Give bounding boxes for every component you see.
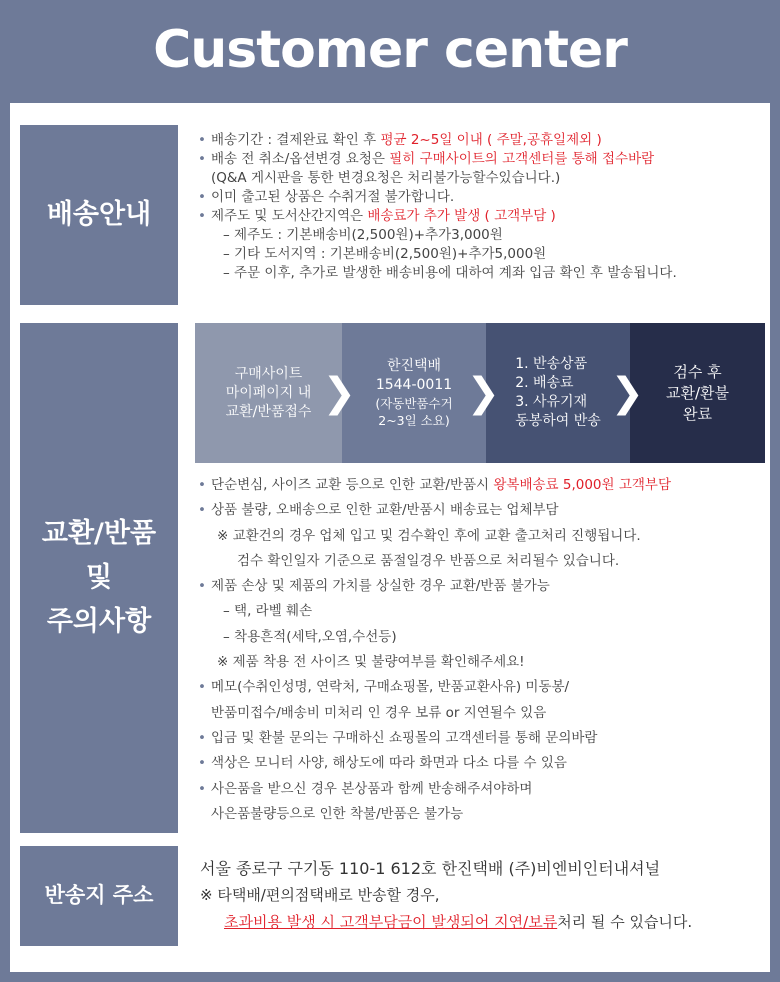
shipping-label [20, 125, 178, 305]
return-step-1: 구매사이트 마이페이지 내 교환/반품접수 ❯ [195, 323, 342, 463]
return-defect: • 상품 불량, 오배송으로 인한 교환/반품시 배송료는 업체부담 [195, 498, 671, 523]
shipping-period: • 배송기간 : 결제완료 확인 후 평균 2~5일 이내 ( 주말,공휴일제외 ) [195, 131, 677, 150]
return-check-note: ※ 제품 착용 전 사이즈 및 불량여부를 확인해주세요! [217, 654, 525, 671]
return-exchange-note: ※ 교환건의 경우 업체 입고 및 검수확인 후에 교환 출고처리 진행됩니다. [217, 527, 641, 544]
return-process-steps [195, 323, 765, 463]
shipping-island: • 제주도 및 도서산간지역은 배송료가 추가 발생 ( 고객부담 ) [195, 207, 677, 226]
chevron-right-icon: ❯ [322, 370, 356, 416]
return-color-note: • 색상은 모니터 사양, 해상도에 따라 화면과 다소 다를 수 있음 [195, 751, 671, 776]
returns-label [20, 323, 178, 833]
return-gift-cont: 사은품불량등으로 인한 착불/반품은 불가능 [211, 805, 464, 822]
return-step-2: 한진택배 1544-0011 (자동반품수거 2~3일 소요) ❯ [342, 323, 486, 463]
return-memo-cont: 반품미접수/배송비 미처리 인 경우 보류 or 지연될수 있음 [211, 704, 547, 721]
page-title: Customer center [153, 20, 627, 80]
address-warning: 초과비용 발생 시 고객부담금이 발생되어 지연/보류처리 될 수 있습니다. [224, 913, 693, 931]
return-address: 서울 종로구 구기동 110-1 612호 한진택배 (주)비엔비인터내셔널 [200, 859, 661, 878]
shipping-released: • 이미 출고된 상품은 수취거절 불가합니다. [195, 188, 677, 207]
shipping-info [195, 131, 677, 283]
return-refund-inquiry: • 입금 및 환불 문의는 구매하신 쇼핑몰의 고객센터를 통해 문의바람 [195, 726, 671, 751]
returns-label-3: 주의사항 [46, 606, 152, 637]
shipping-other-island: – 기타 도서지역 : 기본배송비(2,500원)+추가5,000원 [223, 246, 547, 262]
return-soldout-note: 검수 확인일자 기준으로 품절일경우 반품으로 처리될수 있습니다. [237, 552, 620, 569]
shipping-jeju: – 제주도 : 기본배송비(2,500원)+추가3,000원 [223, 227, 503, 243]
returns-label-1: 교환/반품 [41, 518, 157, 549]
return-step-3: 1. 반송상품 2. 배송료 3. 사유기재 동봉하여 반송 ❯ [486, 323, 630, 463]
return-gift: • 사은품을 받으신 경우 본상품과 함께 반송해주셔야하며 [195, 777, 671, 802]
content-panel [10, 103, 770, 972]
return-tag-damage: – 택, 라벨 훼손 [223, 603, 313, 620]
address-info [200, 855, 692, 936]
chevron-right-icon: ❯ [466, 370, 500, 416]
return-change-mind: • 단순변심, 사이즈 교환 등으로 인한 교환/반품시 왕복배송료 5,000원 고객부담 [195, 473, 671, 498]
chevron-right-icon: ❯ [610, 370, 644, 416]
shipping-label-text: 배송안내 [46, 199, 152, 231]
address-label [20, 846, 178, 946]
return-damage: • 제품 손상 및 제품의 가치를 상실한 경우 교환/반품 불가능 [195, 574, 671, 599]
shipping-cancel: • 배송 전 취소/옵션변경 요청은 필히 구매사이트의 고객센터를 통해 접수바람 [195, 150, 677, 169]
address-note: ※ 타택배/편의점택배로 반송할 경우, [200, 886, 440, 904]
returns-label-2: 및 [85, 562, 113, 593]
return-wear-marks: – 착용흔적(세탁,오염,수선등) [223, 628, 397, 645]
returns-info [195, 473, 671, 827]
address-label-text: 반송지 주소 [44, 883, 154, 908]
return-step-4: 검수 후 교환/환불 완료 [630, 323, 765, 463]
shipping-cancel-note: (Q&A 게시판을 통한 변경요청은 처리불가능할수있습니다.) [211, 170, 561, 186]
return-memo: • 메모(수취인성명, 연락처, 구매쇼핑몰, 반품교환사유) 미동봉/ [195, 675, 671, 700]
shipping-extra: – 주문 이후, 추가로 발생한 배송비용에 대하여 계좌 입금 확인 후 발송됩니다. [223, 265, 677, 281]
